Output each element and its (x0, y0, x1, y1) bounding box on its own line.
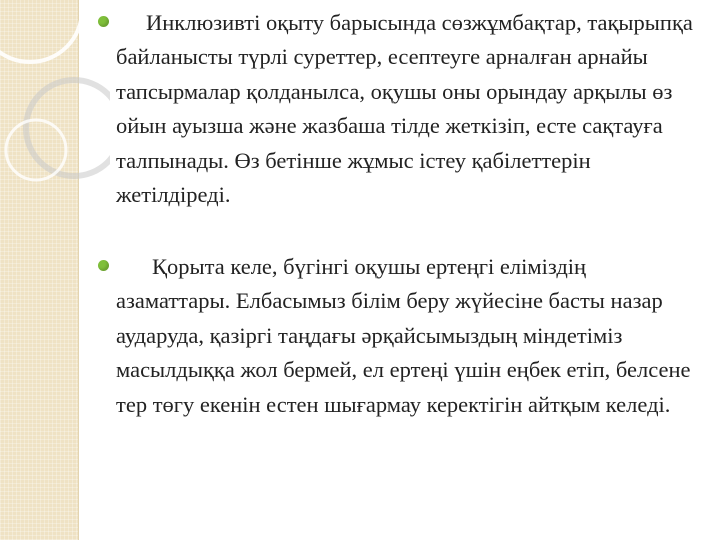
paragraph-text: Инклюзивті оқыту барысында сөзжұмбақтар, тақырыпқа байланысты түрлі суреттер, есептеуге арналған арнайы тапсырмалар қолданылса, оқушы оны орындау арқылы өз ойын ауызша және жазбаша тілде жеткізіп, есте сақтауға талпынады. Өз бетінше жұмыс істеу қабілеттерін жетілдіреді. (116, 10, 693, 208)
paragraph-text: Қорыта келе, бүгінгі оқушы ертеңгі еліміздің азаматтары. Елбасымыз білім беру жүйесіне басты назар аударуда, қазіргі таңдағы әрқайсымыздың міндетіміз масылдыққа жол бермей, ел ертеңі үшін еңбек етіп, белсене тер төгу екенін естен шығармау керектігін айтқым келеді. (116, 254, 691, 417)
bullet-paragraph-1 (94, 6, 694, 246)
decorative-circle-small (6, 120, 66, 180)
slide-body (94, 6, 694, 422)
green-bullet-icon (98, 16, 109, 27)
bullet-paragraph-2 (94, 250, 694, 422)
green-bullet-icon (98, 260, 109, 271)
decorative-circle-top (0, 0, 82, 62)
